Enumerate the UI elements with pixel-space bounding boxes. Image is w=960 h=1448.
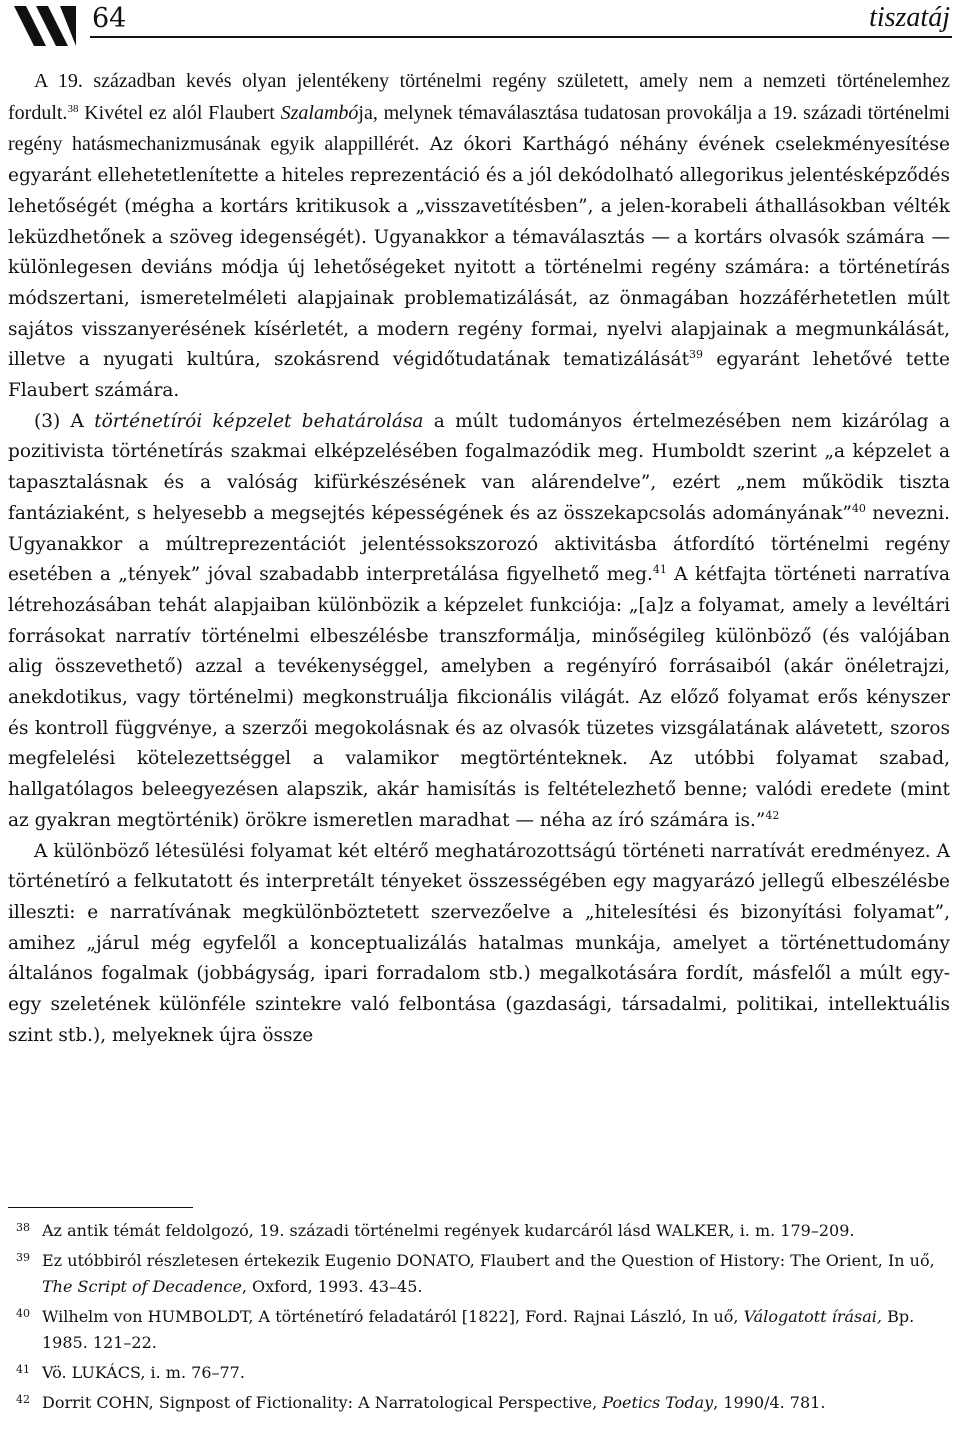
footnote-number: 38: [16, 1221, 30, 1234]
footnotes: [8, 1218, 950, 1420]
footnote-number: 39: [16, 1251, 30, 1264]
paragraph-3: A különböző létesülési folyamat két eltérő meghatározottságú történeti narratívát eredményez. A történetíró a felkutatott és interpretált tényeket összességében egy magyarázó jellegű elbeszélésbe illeszti: e narratívának megkülönböztetett szervezőelve a „hitelesítési és bizonyítási folyamat”, amihez „járul még egyfelől a konceptualizálás hatalmas munkája, amelyet a történettudomány általános fogalmak (jobbágyság, ipari forradalom stb.) megalkotására fordít, másfelől a múlt egy-egy szeletének különféle szintekre való felbontása (gazdasági, társadalmi, politikai, intellektuális szint stb.), melyeknek újra össze: [8, 840, 950, 1046]
footnote-divider: [8, 1207, 193, 1208]
header-rule: [90, 36, 952, 38]
footnote-number: 42: [16, 1393, 30, 1406]
journal-logo-icon: [14, 6, 76, 46]
journal-name: tiszatáj: [869, 2, 950, 33]
footnote-text: Ez utóbbiról részletesen értekezik Eugenio DONATO, Flaubert and the Question of History: The Orient, In uő, The Script of Decadence, Oxford, 1993. 43–45.: [42, 1251, 935, 1296]
footnote-ref-40[interactable]: 40: [851, 501, 866, 515]
footnote-ref-42[interactable]: 42: [765, 808, 780, 822]
footnote-39: [8, 1248, 950, 1300]
paragraph-2: (3) A történetírói képzelet behatárolása a múlt tudományos értelmezésében nem kizárólag a pozitivista történetírás szakmai elképzelésében fogalmazódik meg. Humboldt szerint „a képzelet a tapasztalásnak és a valóság kifürkészésének van alárendelve”, ezért „nem működik tiszta fantáziaként, s helyesebb a megsejtés képességének és az összekapcsolás adományának”$^{40}$ nevezni. Ugyanakkor a múltreprezentációt jelentéssokszorozó aktivitásba átfordító történelmi regény esetében a „tények” jóval szabadabb interpretálása figyelhető meg.$^{41}$ A kétfajta történeti narratíva létrehozásában tehát alapjaiban különbözik a képzelet funkciója: „[a]z a folyamat, amely a levéltári forrásokat narratív történelmi elbeszélésbe transzformálja, minőségileg különböző (és valójában alig összevethető) azzal a tevékenységgel, amelyben a regényíró forrásaiból (akár önéletrajzi, anekdotikus, vagy történelmi) megkonstruálja fikcionális világát. Az előző folyamat erős kényszer és kontroll függvénye, a szerzői megokolásnak és az olvasók tüzetes vizsgálatának alávetett, szoros megfelelési kötelezettséggel a valamikor megtörténteknek. Az utóbbi folyamat szabad, hallgatólagos beleegyezésen alapszik, akár hamisítás is feltételezhető benne; valódi eredete (mint az gyakran megtörténik) örökre ismeretlen maradhat — néha az író számára is.”$^{42}$: [8, 410, 950, 831]
footnote-38: [8, 1218, 950, 1244]
article-body: [8, 66, 950, 1052]
footnote-text: Az antik témát feldolgozó, 19. századi történelmi regények kudarcáról lásd WALKER, i. m. 179–209.: [42, 1221, 855, 1240]
footnote-42: [8, 1390, 950, 1416]
paragraph-lead: A 19. században kevés olyan jelentékeny történelmi regény született, amely nem a nemzeti történelemhez fordult.$^{38}$ Kivétel ez alól Flaubert Szalambója, melynek témaválasztása tudatosan provokálja a 19. századi történelmi regény hatásmechanizmusának egyik alappillérét.: [8, 70, 950, 156]
section-term: történetírói képzelet behatárolása: [94, 410, 424, 432]
footnote-ref-39[interactable]: 39: [689, 348, 704, 362]
page-header: [0, 0, 960, 52]
footnote-text: Wilhelm von HUMBOLDT, A történetíró feladatáról [1822], Ford. Rajnai László, In uő, Válogatott írásai, Bp. 1985. 121–22.: [42, 1307, 915, 1352]
paragraph-1: A 19. században kevés olyan jelentékeny történelmi regény született, amely nem a nemzeti történelemhez fordult.$^{38}$ Kivétel ez alól Flaubert Szalambója, melynek témaválasztása tudatosan provokálja a 19. századi történelmi regény hatásmechanizmusának egyik alappillérét. Az ókori Karthágó néhány évének cselekményesítése egyaránt ellehetetlenítette a hiteles reprezentáció és a jól dekódolható allegorikus jelentésképződés lehetőségét (mégha a kortárs kritikusok a „visszavetítésben”, a jelen-korabeli áthallásokban vélték leküzdhetőnek a szöveg idegenségét). Ugyanakkor a témaválasztás — a kortárs olvasók számára — különlegesen deviáns módja új lehetőségeket nyitott a történelmi regény számára: a történetírás módszertani, ismeretelméleti alapjainak problematizálását, az önmagában hozzáférhetetlen múlt sajátos visszanyerésének kísérletét, a modern regény formai, nyelvi alapjainak a megmunkálását, illetve a nyugati kultúra, szokásrend végidőtudatának tematizálását$^{39}$ egyaránt lehetővé tette Flaubert számára.: [8, 70, 950, 402]
footnote-number: 41: [16, 1363, 30, 1376]
footnote-41: [8, 1360, 950, 1386]
footnote-text: Vö. LUKÁCS, i. m. 76–77.: [42, 1363, 245, 1382]
footnote-ref-38[interactable]: 38: [67, 102, 79, 115]
footnote-text: Dorrit COHN, Signpost of Fictionality: A Narratological Perspective, Poetics Today, 1990/4. 781.: [42, 1393, 826, 1412]
book-title: Szalambó: [280, 101, 359, 124]
page-number: 64: [92, 3, 127, 34]
footnote-number: 40: [16, 1307, 30, 1320]
footnote-40: [8, 1304, 950, 1356]
footnote-ref-41[interactable]: 41: [652, 563, 667, 577]
